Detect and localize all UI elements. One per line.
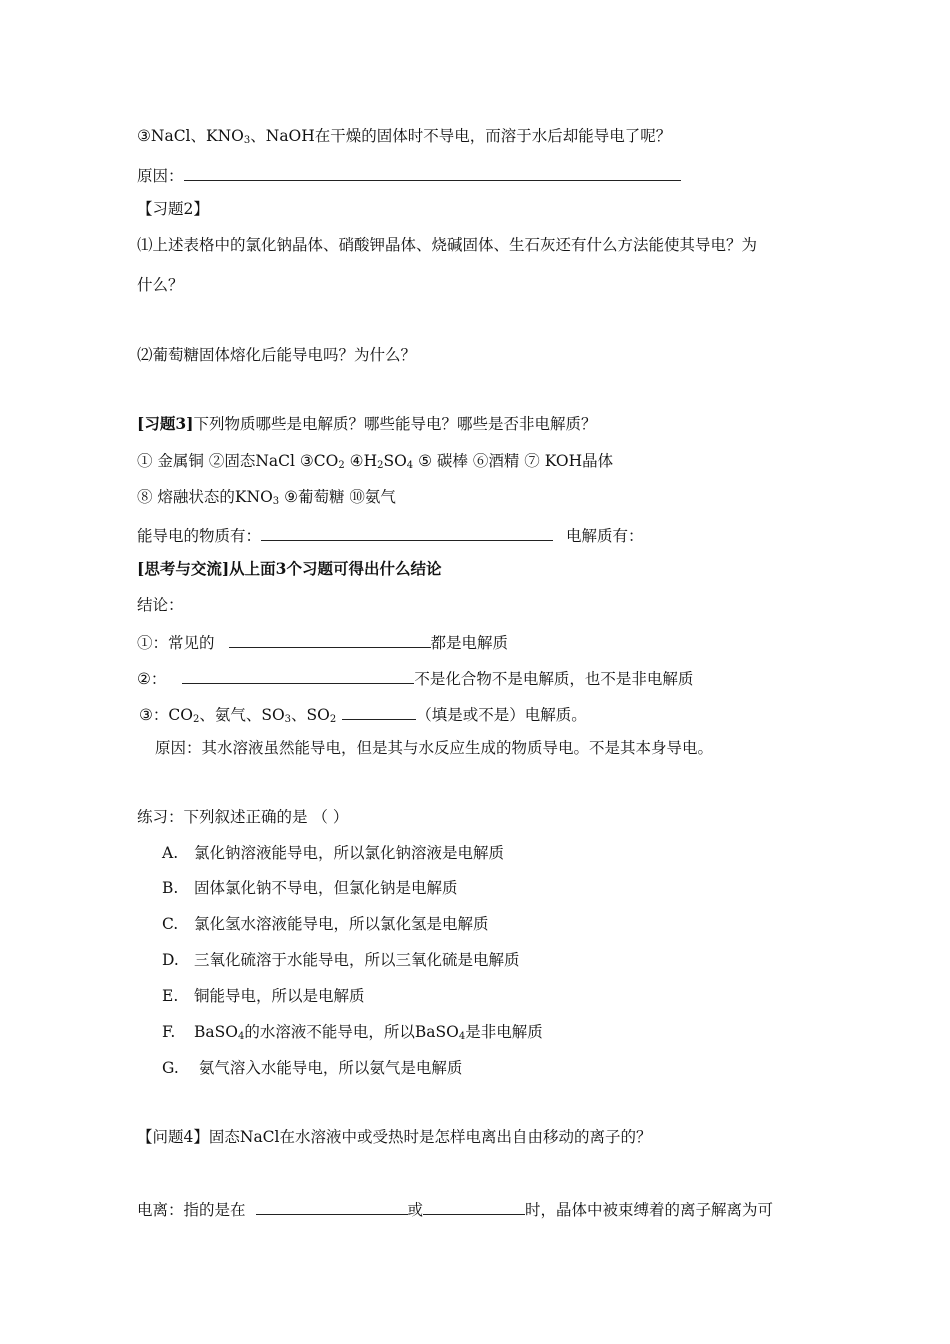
reason-line: 原因： [137, 162, 681, 187]
exercise-2-q1-line2: 什么？ [137, 276, 184, 294]
question-3-text: ③NaCl、$KNO_3$、NaOH在干燥的固体时不导电，而溶于水后却能导电了呢？ [137, 127, 672, 146]
subscript: 3 [243, 135, 251, 146]
conductive-blank[interactable] [261, 522, 553, 541]
exercise-3-answer-line: 能导电的物质有： 电解质有： [137, 522, 643, 547]
conclusion-1-blank[interactable] [229, 629, 431, 648]
exercise-2-title: 【习题2】 [137, 200, 209, 218]
option-f[interactable]: F. BaSO$_4$的水溶液不能导电，所以BaSO$_4$是非电解质 [162, 1023, 543, 1042]
conclusion-3-blank[interactable] [342, 701, 416, 720]
question-4: 【问题4】固态NaCl在水溶液中或受热时是怎样电离出自由移动的离子的？ [137, 1128, 652, 1146]
conclusion-reason: 原因：其水溶液虽然能导电，但是其与水反应生成的物质导电。不是其本身导电。 [155, 739, 714, 757]
exercise-2-q2: ⑵葡萄糖固体熔化后能导电吗？为什么？ [137, 346, 417, 364]
option-d[interactable]: D. 三氧化硫溶于水能导电，所以三氧化硫是电解质 [162, 951, 520, 969]
exercise-3-items-row1: ① 金属铜 ②固态NaCl $③CO_2$ $④H_2SO_4$ ⑤ 碳棒 ⑥酒精 ⑦ KOH晶体 [137, 452, 614, 471]
exercise-3-title: [习题3] [137, 414, 194, 433]
conclusion-2-blank[interactable] [182, 665, 414, 684]
conclusion-3: ③：$CO_2$、氨气、$SO_3$、$SO_2$ （填是或不是）电解质。 [139, 701, 587, 726]
option-c[interactable]: C. 氯化氢水溶液能导电，所以氯化氢是电解质 [162, 915, 489, 933]
option-b[interactable]: B. 固体氯化钠不导电，但氯化钠是电解质 [162, 879, 458, 897]
exercise-2-q1-line1: ⑴上述表格中的氯化钠晶体、硝酸钾晶体、烧碱固体、生石灰还有什么方法能使其导电？为 [137, 236, 758, 254]
exercise-3-items-row2: ⑧ 熔融状态的$KNO_3$ ⑨葡萄糖 ⑩氨气 [137, 488, 396, 507]
ionization-definition: 电离：指的是在 或 时，晶体中被束缚着的离子解离为可 [137, 1196, 773, 1221]
conclusion-2: ②： 不是化合物不是电解质，也不是非电解质 [137, 665, 693, 690]
think-title: [思考与交流]从上面3个习题可得出什么结论 [137, 559, 442, 578]
practice-question: 练习：下列叙述正确的是 （ ） [137, 808, 349, 826]
exercise-3-question: [习题3]下列物质哪些是电解质？哪些能导电？哪些是否非电解质？ [137, 414, 597, 433]
reason-blank[interactable] [184, 162, 681, 181]
question-4-title: 【问题4】 [137, 1128, 209, 1146]
conclusion-1: ①：常见的 都是电解质 [137, 629, 508, 654]
ionization-blank-1[interactable] [256, 1196, 408, 1215]
conclusion-label: 结论： [137, 596, 184, 614]
option-a[interactable]: A. 氯化钠溶液能导电，所以氯化钠溶液是电解质 [162, 844, 505, 862]
option-e[interactable]: E. 铜能导电，所以是电解质 [162, 987, 365, 1005]
option-g[interactable]: G. 氨气溶入水能导电，所以氨气是电解质 [162, 1059, 463, 1077]
ionization-blank-2[interactable] [423, 1196, 525, 1215]
